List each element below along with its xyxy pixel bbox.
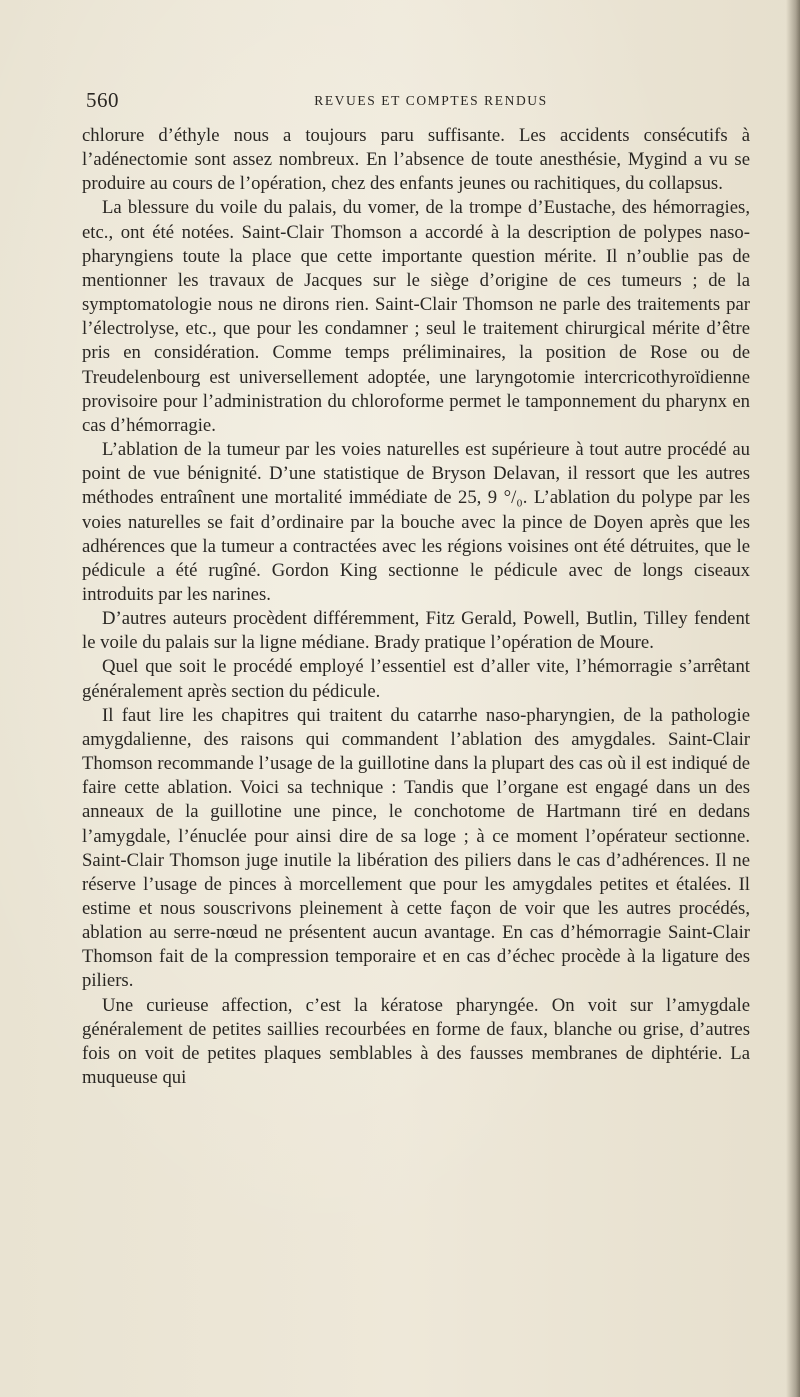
- paragraph: L’ablation de la tumeur par les voies naturelles est supérieure à tout autre procédé au point de vue bénignité. D’une statistique de Bryson Delavan, il ressort que les autres méthodes entraînent une mortalité immédiate de 25, 9 °/₀. L’ablation du polype par les voies naturelles se fait d’ordinaire par la bouche avec la pince de Doyen après que les adhérences que la tumeur a contractées avec les régions voisines ont été détruites, que le pédicule a été rugîné. Gordon King sectionne le pédicule avec de longs ciseaux introduits par les narines.: [82, 439, 750, 605]
- page-header: [86, 88, 750, 112]
- body-text: [82, 124, 750, 1090]
- paragraph: Il faut lire les chapitres qui traitent du catarrhe naso-pharyngien, de la pathologie amygdalienne, des raisons qui commandent l’ablation des amygdales. Saint-Clair Thomson recommande l’usage de la guillotine dans la plupart des cas où il est indiqué de faire cette ablation. Voici sa technique : Tandis que l’organe est engagé dans un des anneaux de la guillotine une pince, le conchotome de Hartmann tiré en dedans l’amygdale, l’énuclée pour ainsi dire de sa loge ; à ce moment l’opérateur sectionne. Saint-Clair Thomson juge inutile la libération des piliers dans le cas d’adhérences. Il ne réserve l’usage de pinces à morcellement que pour les amygdales petites et étalées. Il estime et nous souscrivons pleinement à cette façon de voir que les autres procédés, ablation au serre-nœud ne présentent aucun avantage. En cas d’hémorragie Saint-Clair Thomson fait de la compression temporaire et en cas d’échec procède à la ligature des piliers.: [82, 704, 750, 992]
- paragraph: Quel que soit le procédé employé l’essentiel est d’aller vite, l’hémorragie s’arrêtant généralement après section du pédicule.: [82, 656, 750, 702]
- page-edge-shadow: [786, 0, 800, 1397]
- page-number: 560: [86, 88, 119, 112]
- running-head: REVUES ET COMPTES RENDUS: [314, 93, 548, 108]
- paragraph: La blessure du voile du palais, du vomer, de la trompe d’Eustache, des hémorragies, etc., ont été notées. Saint-Clair Thomson a accordé à la description de polypes naso-pharyngiens toute la place que cette importante question mérite. Il n’oublie pas de mentionner les travaux de Jacques sur le siège d’origine de ces tumeurs ; de la symptomatologie nous ne dirons rien. Saint-Clair Thomson ne parle des traitements par l’électrolyse, etc., que pour les condamner ; seul le traitement chirurgical mérite d’être pris en considération. Comme temps préliminaires, la position de Rose ou de Treudelenbourg est universellement adoptée, une laryngotomie intercricothyroïdienne provisoire pour l’administration du chloroforme permet le tamponnement du pharynx en cas d’hémorragie.: [82, 197, 750, 436]
- paragraph: chlorure d’éthyle nous a toujours paru suffisante. Les accidents consécutifs à l’adénectomie sont assez nombreux. En l’absence de toute anesthésie, Mygind a vu se produire au cours de l’opération, chez des enfants jeunes ou rachitiques, du collapsus.: [82, 125, 750, 195]
- paragraph: Une curieuse affection, c’est la kératose pharyngée. On voit sur l’amygdale généralement de petites saillies recourbées en forme de faux, blanche ou grise, d’autres fois on voit de petites plaques semblables à des fausses membranes de diphtérie. La muqueuse qui: [82, 994, 750, 1089]
- paragraph: D’autres auteurs procèdent différemment, Fitz Gerald, Powell, Butlin, Tilley fendent le voile du palais sur la ligne médiane. Brady pratique l’opération de Moure.: [82, 608, 750, 654]
